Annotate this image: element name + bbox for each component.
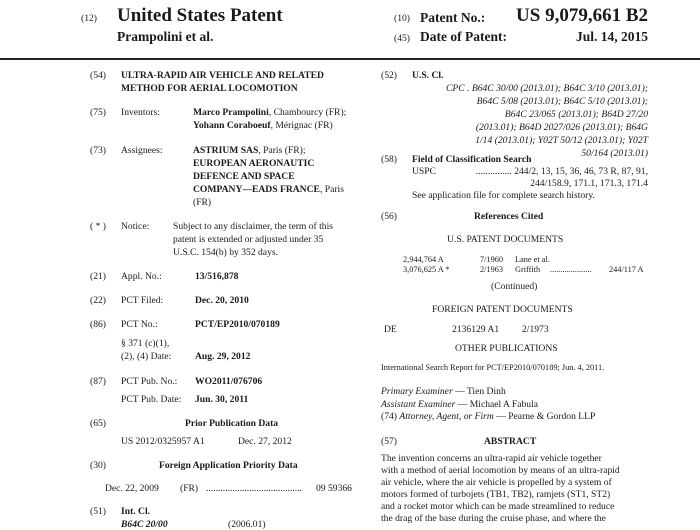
foreign-docs-heading: FOREIGN PATENT DOCUMENTS bbox=[432, 304, 573, 315]
prior-heading: Prior Publication Data bbox=[185, 418, 279, 429]
pub-date: Jun. 30, 2011 bbox=[195, 394, 249, 405]
cpc-line5: 1/14 (2013.01); Y02T 50/12 (2013.01); Y02T bbox=[475, 135, 648, 146]
other-publication: International Search Report for PCT/EP2010/070189; Jun. 4, 2011. bbox=[381, 363, 605, 372]
inventor-short-name: Prampolini et al. bbox=[117, 29, 214, 44]
abstract-line2: with a method of aerial locomotion by means of an ultra-rapid bbox=[381, 465, 620, 476]
prior-number: US 2012/0325957 A1 bbox=[121, 436, 205, 447]
uspc-line2: 244/158.9, 171.1, 171.3, 171.4 bbox=[530, 178, 648, 189]
notice-line1: Subject to any disclaimer, the term of this bbox=[173, 221, 334, 232]
pct-no-code: (86) bbox=[90, 319, 106, 330]
cpc-line6: 50/164 (2013.01) bbox=[581, 148, 648, 159]
us-doc-number: 3,076,625 A * bbox=[403, 265, 450, 274]
refs-code: (56) bbox=[381, 211, 397, 222]
field-heading: Field of Classification Search bbox=[412, 154, 532, 165]
uscl-code: (52) bbox=[381, 70, 397, 81]
inventor-2 bbox=[193, 120, 333, 131]
cpc-line1: CPC . B64C 30/00 (2013.01); B64C 3/10 (2013.01); bbox=[446, 83, 648, 94]
header-rule bbox=[0, 58, 700, 60]
s371-line2: (2), (4) Date: bbox=[121, 351, 172, 362]
invention-title-line2: METHOD FOR AERIAL LOCOMOTION bbox=[121, 83, 298, 94]
us-doc-class: 244/117 A bbox=[609, 265, 644, 274]
pub-number: WO2011/076706 bbox=[195, 376, 263, 387]
assignees-label: Assignees: bbox=[121, 145, 163, 156]
pub-date-label: PCT Pub. Date: bbox=[121, 394, 182, 405]
us-doc-dots: .................... bbox=[550, 265, 592, 274]
assignee-2-line2: DEFENCE AND SPACE bbox=[193, 171, 295, 182]
assignee-2-line1: EUROPEAN AERONAUTIC bbox=[193, 158, 315, 169]
abstract-line1: The invention concerns an ultra-rapid air vehicle together bbox=[381, 453, 602, 464]
pct-filed-code: (22) bbox=[90, 295, 106, 306]
assignee-1-name: ASTRIUM SAS bbox=[193, 145, 259, 156]
inventors-label: Inventors: bbox=[121, 107, 160, 118]
inventor-2-name: Yohann Coraboeuf bbox=[193, 120, 271, 131]
pct-filed-date: Dec. 20, 2010 bbox=[195, 295, 249, 306]
us-doc-name: Griffith bbox=[515, 265, 541, 274]
foreign-doc-country: DE bbox=[384, 324, 397, 335]
continued-note: (Continued) bbox=[491, 281, 538, 292]
foreign-doc-number: 2136129 A1 bbox=[452, 324, 500, 335]
primary-examiner-label: Primary Examiner bbox=[381, 386, 453, 397]
uspc-label: USPC bbox=[412, 166, 436, 177]
assignee-2-location: , Paris bbox=[319, 184, 344, 195]
abstract-line5: and a rocket motor which can be made streamlined to reduce bbox=[381, 501, 615, 512]
patent-date: Jul. 14, 2015 bbox=[575, 29, 648, 44]
pub-no-label: PCT Pub. No.: bbox=[121, 376, 178, 387]
attorney-name: — Pearne & Gordon LLP bbox=[496, 411, 596, 422]
assignee-2-country: (FR) bbox=[193, 197, 212, 208]
uspc-line1: ............... 244/2, 13, 15, 36, 46, 73 R, 87, 91, bbox=[475, 166, 648, 177]
notice-code: ( * ) bbox=[90, 221, 106, 232]
foreign-doc-date: 2/1973 bbox=[522, 324, 549, 335]
inventor-1 bbox=[193, 107, 346, 118]
assistant-examiner bbox=[381, 399, 538, 410]
uspc-note: See application file for complete search history. bbox=[412, 190, 595, 201]
notice-label: Notice: bbox=[121, 221, 150, 232]
notice-line3: U.S.C. 154(b) by 352 days. bbox=[173, 247, 278, 258]
assignee-2-company: COMPANY—EADS FRANCE bbox=[193, 184, 320, 195]
us-doc-row bbox=[403, 255, 444, 264]
pct-number: PCT/EP2010/070189 bbox=[195, 319, 280, 330]
prior-code: (65) bbox=[90, 418, 106, 429]
us-doc-name: Lane et al. bbox=[515, 255, 550, 264]
foreign-priority-date: Dec. 22, 2009 bbox=[105, 483, 159, 494]
abstract-line6: the drag of the base during the cruise phase, and where the bbox=[381, 513, 606, 524]
assistant-examiner-label: Assistant Examiner bbox=[381, 399, 456, 410]
cpc-line2: B64C 5/08 (2013.01); B64C 5/10 (2013.01); bbox=[476, 96, 648, 107]
doc-kind-code: (12) bbox=[81, 13, 97, 24]
us-doc-row bbox=[403, 265, 450, 274]
patent-date-label: Date of Patent: bbox=[420, 29, 507, 44]
intcl-code: (51) bbox=[90, 506, 106, 517]
inventor-1-name: Marco Prampolini bbox=[193, 107, 269, 118]
patent-date-code: (45) bbox=[394, 33, 410, 44]
assignee-1-location: , Paris (FR); bbox=[258, 145, 306, 156]
s371-date: Aug. 29, 2012 bbox=[195, 351, 251, 362]
appl-number: 13/516,878 bbox=[195, 271, 239, 282]
assignee-1 bbox=[193, 145, 306, 156]
patent-no-label: Patent No.: bbox=[420, 10, 486, 25]
foreign-priority-dots: ........................................ bbox=[206, 483, 302, 494]
us-doc-date: 2/1963 bbox=[480, 265, 504, 274]
us-doc-number: 2,944,764 A bbox=[403, 255, 444, 264]
foreign-priority-number: 09 59366 bbox=[316, 483, 352, 494]
primary-examiner bbox=[381, 386, 506, 397]
invention-title-line1: ULTRA-RAPID AIR VEHICLE AND RELATED bbox=[121, 70, 324, 81]
assignees-code: (73) bbox=[90, 145, 106, 156]
inventor-1-location: , Chambourcy (FR); bbox=[268, 107, 347, 118]
title-code: (54) bbox=[90, 70, 106, 81]
intcl-first-year: (2006.01) bbox=[228, 519, 266, 530]
abstract-line3: air vehicle, where the air vehicle is propelled by a system of bbox=[381, 477, 612, 488]
inventor-2-location: , Mérignac (FR) bbox=[270, 120, 333, 131]
abstract-heading: ABSTRACT bbox=[484, 436, 537, 447]
pub-code: (87) bbox=[90, 376, 106, 387]
field-code: (58) bbox=[381, 154, 397, 165]
other-pubs-heading: OTHER PUBLICATIONS bbox=[455, 343, 558, 354]
intcl-first-class: B64C 20/00 bbox=[121, 519, 168, 530]
attorney-code: (74) bbox=[381, 411, 397, 422]
notice-line2: patent is extended or adjusted under 35 bbox=[173, 234, 324, 245]
pct-filed-label: PCT Filed: bbox=[121, 295, 164, 306]
patent-number: US 9,079,661 B2 bbox=[516, 5, 648, 26]
foreign-heading: Foreign Application Priority Data bbox=[159, 460, 298, 471]
refs-heading: References Cited bbox=[474, 211, 544, 222]
foreign-code: (30) bbox=[90, 460, 106, 471]
inventors-code: (75) bbox=[90, 107, 106, 118]
abstract-line4: motors formed of turbojets (TB1, TB2), ramjets (ST1, ST2) bbox=[381, 489, 611, 500]
us-docs-heading: U.S. PATENT DOCUMENTS bbox=[447, 234, 564, 245]
assignee-2-line3 bbox=[193, 184, 344, 195]
foreign-priority-country: (FR) bbox=[180, 483, 199, 494]
cpc-line4: (2013.01); B64D 2027/026 (2013.01); B64G bbox=[475, 122, 648, 133]
s371-line1: § 371 (c)(1), bbox=[121, 338, 170, 349]
primary-examiner-name: — Tien Dinh bbox=[455, 386, 506, 397]
cpc-line3: B64C 23/065 (2013.01); B64D 27/20 bbox=[504, 109, 648, 120]
patent-no-code: (10) bbox=[394, 13, 410, 24]
appl-label: Appl. No.: bbox=[121, 271, 162, 282]
attorney bbox=[381, 411, 595, 422]
attorney-label: Attorney, Agent, or Firm bbox=[399, 411, 494, 422]
appl-code: (21) bbox=[90, 271, 106, 282]
prior-date: Dec. 27, 2012 bbox=[238, 436, 292, 447]
pct-no-label: PCT No.: bbox=[121, 319, 158, 330]
abstract-code: (57) bbox=[381, 436, 397, 447]
document-title: United States Patent bbox=[117, 5, 283, 26]
us-doc-date: 7/1960 bbox=[480, 255, 504, 264]
intcl-label: Int. Cl. bbox=[121, 506, 151, 517]
uscl-label: U.S. Cl. bbox=[412, 70, 444, 81]
assistant-examiner-name: — Michael A Fabula bbox=[457, 399, 538, 410]
